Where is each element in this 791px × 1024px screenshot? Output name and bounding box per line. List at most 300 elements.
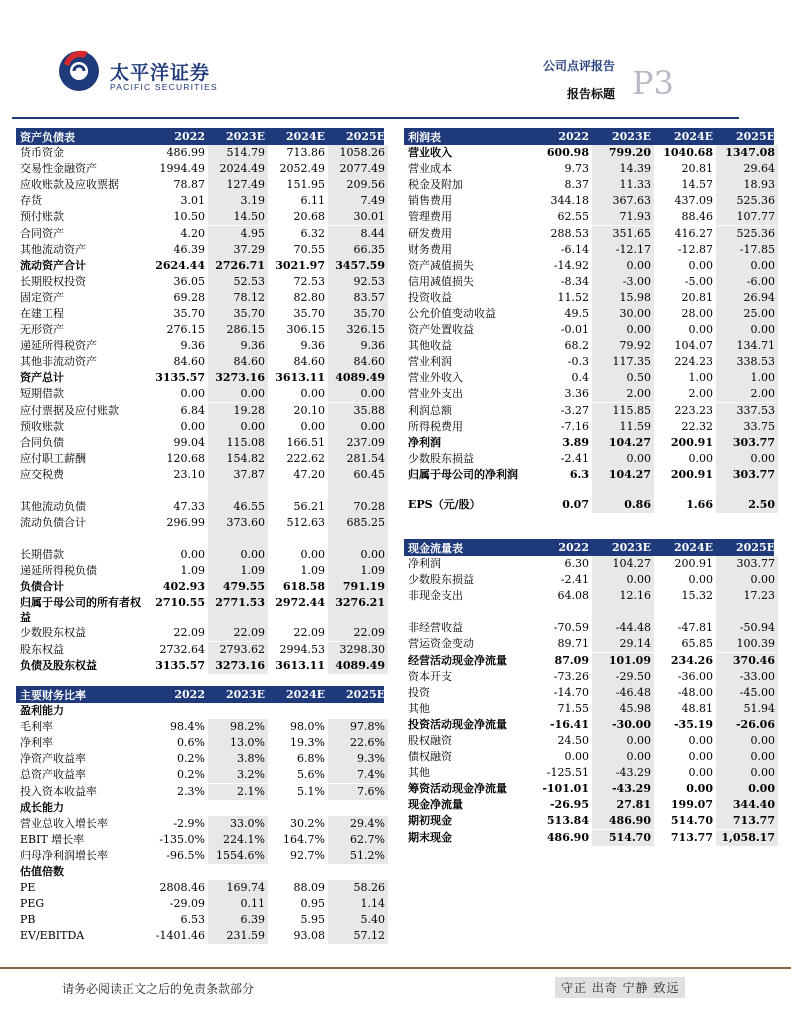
value-cell: 13.0%: [208, 735, 268, 751]
value-cell: 49.5: [564, 306, 589, 320]
table-row: [16, 735, 384, 751]
row-label: 股权融资: [408, 733, 452, 747]
row-label: 递延所得税资产: [20, 339, 97, 353]
value-cell: 0.00: [716, 322, 778, 338]
value-cell: 89.71: [557, 637, 589, 651]
row-label: 投资收益: [408, 290, 452, 304]
row-label: 长期借款: [20, 548, 64, 562]
table-row: [16, 209, 384, 225]
value-cell: 6.11: [300, 194, 325, 208]
value-cell: 370.46: [716, 653, 778, 669]
value-cell: 0.00: [592, 258, 654, 274]
value-cell: 101.09: [592, 653, 654, 669]
value-cell: 8.37: [564, 178, 589, 192]
value-cell: 23.10: [173, 467, 205, 481]
value-cell: -44.48: [592, 620, 654, 636]
table-row: [404, 830, 774, 846]
value-cell: 20.10: [293, 403, 325, 417]
value-cell: 373.60: [208, 515, 268, 531]
value-cell: -0.01: [560, 323, 589, 337]
table-row: [16, 515, 384, 531]
value-cell: 525.36: [716, 193, 778, 209]
balance-sheet-table: [16, 128, 384, 674]
value-cell: 3.8%: [208, 751, 268, 767]
value-cell: 9.36: [208, 338, 268, 354]
footer-divider: [0, 967, 791, 969]
value-cell: 70.55: [293, 242, 325, 256]
table-row: [404, 290, 774, 306]
column-header: 2023E: [612, 541, 651, 554]
row-label: 非经营收益: [408, 621, 463, 635]
value-cell: -6.00: [716, 274, 778, 290]
row-label: 合同负债: [20, 435, 64, 449]
value-cell: -50.94: [716, 620, 778, 636]
row-label: 净资产收益率: [20, 752, 86, 766]
value-cell: 1347.08: [716, 145, 778, 161]
value-cell: 281.54: [328, 451, 388, 467]
value-cell: -0.3: [567, 355, 589, 369]
value-cell: 88.09: [293, 881, 325, 895]
value-cell: 2624.44: [155, 258, 205, 272]
table-row: [404, 354, 774, 370]
table-row: [404, 322, 774, 338]
value-cell: 4.20: [180, 226, 205, 240]
table-row: [16, 161, 384, 177]
value-cell: 37.87: [208, 467, 268, 483]
table-row: [16, 719, 384, 735]
value-cell: 276.15: [166, 323, 205, 337]
value-cell: 1.14: [328, 896, 388, 912]
table-row: [16, 658, 384, 674]
table-row: [16, 595, 384, 625]
value-cell: 713.77: [716, 813, 778, 829]
value-cell: 3135.57: [155, 658, 205, 672]
row-label: 应收账款及应收票据: [20, 178, 119, 192]
value-cell: 234.26: [670, 653, 713, 667]
value-cell: 8.44: [328, 226, 388, 242]
value-cell: 88.46: [681, 210, 713, 224]
value-cell: 100.39: [716, 636, 778, 652]
value-cell: 46.39: [173, 242, 205, 256]
value-cell: 3.36: [564, 387, 589, 401]
row-label: 期初现金: [408, 814, 452, 828]
row-label: 税金及附加: [408, 178, 463, 192]
value-cell: 3.89: [562, 435, 589, 449]
row-label: EV/EBITDA: [20, 929, 85, 943]
table-row: [404, 797, 774, 813]
value-cell: -2.41: [560, 451, 589, 465]
value-cell: 2.3%: [177, 784, 205, 798]
table-row: [16, 499, 384, 515]
value-cell: 514.70: [670, 814, 713, 828]
table-row: [404, 451, 774, 467]
column-header: 2023E: [612, 130, 651, 143]
table-row: [404, 733, 774, 749]
value-cell: 0.00: [688, 323, 713, 337]
value-cell: 1.09: [180, 564, 205, 578]
value-cell: 0.00: [688, 766, 713, 780]
table-row: [16, 767, 384, 783]
value-cell: 151.95: [286, 178, 325, 192]
value-cell: 0.00: [300, 548, 325, 562]
value-cell: 107.77: [716, 209, 778, 225]
value-cell: -36.00: [677, 669, 713, 683]
value-cell: 525.36: [716, 226, 778, 242]
value-cell: 0.00: [180, 387, 205, 401]
report-header: [0, 0, 791, 125]
table-row: [404, 813, 774, 829]
table-row: [16, 579, 384, 595]
value-cell: 20.81: [681, 162, 713, 176]
value-cell: 127.49: [208, 177, 268, 193]
table-row: [16, 403, 384, 419]
value-cell: 22.09: [328, 625, 388, 641]
value-cell: 1.00: [688, 371, 713, 385]
cash-flow-table: [404, 539, 774, 846]
value-cell: 0.00: [180, 419, 205, 433]
table-row: [404, 497, 774, 513]
value-cell: 6.84: [180, 403, 205, 417]
value-cell: 0.00: [180, 548, 205, 562]
value-cell: 799.20: [592, 145, 654, 161]
value-cell: 0.00: [328, 419, 388, 435]
document-type: 公司点评报告: [542, 59, 615, 73]
value-cell: 3.2%: [208, 767, 268, 783]
value-cell: 713.77: [670, 830, 713, 844]
row-label: 归属于母公司的所有者权益: [20, 596, 141, 625]
value-cell: 56.21: [293, 500, 325, 514]
value-cell: 306.15: [286, 323, 325, 337]
value-cell: 1040.68: [663, 146, 713, 160]
value-cell: 1.00: [716, 370, 778, 386]
column-header: 2025E: [736, 130, 775, 143]
table-row: [404, 435, 774, 451]
value-cell: 24.50: [557, 733, 589, 747]
table-row: [16, 912, 384, 928]
value-cell: 200.91: [670, 467, 713, 481]
table-row: [16, 864, 384, 880]
row-label: 少数股东损益: [408, 573, 474, 587]
value-cell: 3276.21: [328, 595, 388, 625]
value-cell: 83.57: [328, 290, 388, 306]
value-cell: 0.00: [688, 573, 713, 587]
value-cell: -125.51: [546, 766, 589, 780]
row-label: 资产减值损失: [408, 258, 474, 272]
row-label: 所得税费用: [408, 419, 463, 433]
table-row: [16, 435, 384, 451]
table-row: [404, 588, 774, 604]
value-cell: 11.59: [592, 419, 654, 435]
column-header: 2024E: [286, 688, 325, 701]
value-cell: -47.81: [677, 621, 713, 635]
value-cell: 3021.97: [275, 258, 325, 272]
value-cell: 514.79: [208, 145, 268, 161]
logo-chinese-name: 太平洋证券: [110, 62, 211, 84]
value-cell: -30.00: [592, 717, 654, 733]
value-cell: -135.0%: [159, 832, 205, 846]
value-cell: 51.2%: [328, 848, 388, 864]
value-cell: -101.01: [542, 782, 589, 796]
row-label: 营业总收入增长率: [20, 816, 108, 830]
value-cell: 15.32: [681, 589, 713, 603]
value-cell: 79.92: [592, 338, 654, 354]
header-divider: [12, 117, 739, 119]
row-label: 成长能力: [20, 800, 64, 814]
value-cell: 71.93: [592, 209, 654, 225]
row-label: 总资产收益率: [20, 768, 86, 782]
value-cell: 3.19: [208, 193, 268, 209]
row-label: 利润总额: [408, 403, 452, 417]
table-row: [404, 242, 774, 258]
value-cell: 791.19: [328, 579, 388, 595]
value-cell: 2726.71: [208, 258, 268, 274]
value-cell: 78.87: [173, 178, 205, 192]
value-cell: 0.00: [716, 749, 778, 765]
value-cell: 115.85: [592, 403, 654, 419]
table-row: [16, 225, 384, 241]
value-cell: 22.6%: [328, 735, 388, 751]
value-cell: 600.98: [546, 146, 589, 160]
table-row: [16, 483, 384, 499]
value-cell: 84.60: [328, 354, 388, 370]
value-cell: 224.1%: [208, 832, 268, 848]
table-row: [16, 177, 384, 193]
value-cell: 344.40: [716, 797, 778, 813]
table-row: [404, 193, 774, 209]
value-cell: 99.04: [173, 435, 205, 449]
value-cell: 223.23: [674, 403, 713, 417]
value-cell: 303.77: [716, 467, 778, 497]
table-row: [404, 604, 774, 620]
value-cell: -12.17: [592, 242, 654, 258]
value-cell: -7.16: [560, 419, 589, 433]
value-cell: 30.01: [328, 209, 388, 225]
value-cell: 437.09: [674, 194, 713, 208]
value-cell: -3.00: [592, 274, 654, 290]
table-title: 主要财务比率: [20, 688, 86, 702]
ratios-header-row: [16, 686, 384, 703]
row-label: 合同资产: [20, 226, 64, 240]
value-cell: 0.00: [688, 258, 713, 272]
value-cell: 29.4%: [328, 816, 388, 832]
table-row: [404, 669, 774, 685]
table-row: [16, 928, 384, 944]
row-label: 公允价值变动收益: [408, 306, 496, 320]
value-cell: 0.2%: [177, 768, 205, 782]
value-cell: 0.00: [328, 386, 388, 402]
value-cell: 402.93: [162, 580, 205, 594]
value-cell: 46.55: [208, 499, 268, 515]
logo-english-name: PACIFIC SECURITIES: [110, 82, 218, 92]
value-cell: 0.00: [300, 419, 325, 433]
table-row: [404, 403, 774, 419]
value-cell: 0.00: [716, 781, 778, 797]
table-row: [404, 636, 774, 652]
value-cell: 22.09: [173, 626, 205, 640]
value-cell: 19.3%: [290, 736, 325, 750]
row-label: 少数股东损益: [408, 451, 474, 465]
value-cell: 9.3%: [328, 751, 388, 767]
value-cell: 9.36: [328, 338, 388, 354]
value-cell: 0.00: [592, 733, 654, 749]
value-cell: 513.84: [546, 814, 589, 828]
value-cell: 0.00: [716, 765, 778, 781]
table-row: [404, 717, 774, 733]
table-row: [16, 274, 384, 290]
row-label: 其他非流动资产: [20, 355, 97, 369]
row-label: 研发费用: [408, 226, 452, 240]
value-cell: 62.7%: [328, 832, 388, 848]
value-cell: 5.6%: [297, 768, 325, 782]
value-cell: 35.70: [328, 306, 388, 322]
value-cell: 0.6%: [177, 736, 205, 750]
table-row: [404, 370, 774, 386]
value-cell: 337.53: [716, 403, 778, 419]
value-cell: 78.12: [208, 290, 268, 306]
value-cell: 6.8%: [297, 752, 325, 766]
value-cell: 3298.30: [328, 642, 388, 658]
value-cell: 6.39: [208, 912, 268, 928]
value-cell: 4.95: [208, 226, 268, 242]
value-cell: 3613.11: [275, 658, 325, 672]
table-row: [16, 467, 384, 483]
value-cell: -26.95: [549, 798, 589, 812]
disclaimer-note: 请务必阅读正文之后的免责条款部分: [62, 982, 255, 996]
value-cell: 47.33: [173, 500, 205, 514]
value-cell: 35.88: [328, 403, 388, 419]
value-cell: 0.07: [562, 497, 589, 511]
value-cell: 0.00: [208, 419, 268, 435]
row-label: 信用减值损失: [408, 274, 474, 288]
value-cell: 35.70: [208, 306, 268, 322]
table-row: [16, 800, 384, 816]
value-cell: 62.55: [557, 210, 589, 224]
row-label: EPS（元/股）: [408, 497, 481, 511]
value-cell: 154.82: [208, 451, 268, 467]
value-cell: 713.86: [286, 146, 325, 160]
value-cell: 4089.49: [328, 658, 388, 674]
row-label: 净利润: [408, 435, 441, 449]
value-cell: 70.28: [328, 499, 388, 515]
row-label: 其他流动资产: [20, 242, 86, 256]
report-title: 报告标题: [566, 87, 615, 101]
row-label: 营运资金变动: [408, 637, 474, 651]
row-label: 交易性金融资产: [20, 162, 97, 176]
value-cell: 60.45: [328, 467, 388, 483]
value-cell: 1.09: [300, 564, 325, 578]
row-label: 资产处置收益: [408, 323, 474, 337]
table-row: [16, 419, 384, 435]
value-cell: 64.08: [557, 589, 589, 603]
table-row: [16, 848, 384, 864]
value-cell: 237.09: [328, 435, 388, 451]
column-header: 2022: [558, 541, 589, 554]
value-cell: -45.00: [716, 685, 778, 701]
table-row: [404, 306, 774, 322]
value-cell: 0.00: [208, 547, 268, 563]
row-label: PEG: [20, 897, 45, 911]
value-cell: 33.75: [716, 419, 778, 435]
value-cell: 231.59: [208, 928, 268, 944]
value-cell: 35.70: [173, 306, 205, 320]
row-label: 营业外收入: [408, 371, 463, 385]
value-cell: -1401.46: [155, 929, 205, 943]
value-cell: -2.41: [560, 573, 589, 587]
value-cell: 3613.11: [275, 371, 325, 385]
value-cell: -16.41: [549, 717, 589, 731]
row-label: 其他: [408, 701, 430, 715]
value-cell: 0.00: [592, 451, 654, 467]
value-cell: 65.85: [681, 637, 713, 651]
table-row: [16, 783, 384, 799]
row-label: 资本开支: [408, 669, 452, 683]
value-cell: 2024.49: [208, 161, 268, 177]
row-label: 长期股权投资: [20, 274, 86, 288]
value-cell: -35.19: [673, 717, 713, 731]
value-cell: 25.00: [716, 306, 778, 322]
value-cell: 30.00: [592, 306, 654, 322]
row-label: PB: [20, 913, 36, 927]
row-label: 无形资产: [20, 323, 64, 337]
value-cell: 9.36: [300, 339, 325, 353]
column-header: 2023E: [226, 130, 265, 143]
value-cell: 0.50: [592, 370, 654, 386]
value-cell: 0.95: [300, 897, 325, 911]
value-cell: 0.00: [592, 572, 654, 588]
value-cell: -43.29: [592, 781, 654, 797]
row-label: 盈利能力: [20, 704, 64, 718]
value-cell: 2052.49: [279, 162, 325, 176]
table-row: [404, 749, 774, 765]
row-label: 投资: [408, 685, 430, 699]
value-cell: 47.20: [293, 467, 325, 481]
value-cell: 200.91: [674, 557, 713, 571]
row-label: 营业外支出: [408, 387, 463, 401]
value-cell: -14.70: [553, 685, 589, 699]
value-cell: 51.94: [716, 701, 778, 717]
row-label: 存货: [20, 194, 42, 208]
value-cell: 84.60: [293, 355, 325, 369]
value-cell: 2.00: [688, 387, 713, 401]
value-cell: 71.55: [557, 701, 589, 715]
value-cell: 416.27: [674, 226, 713, 240]
value-cell: 9.73: [564, 162, 589, 176]
value-cell: 22.32: [681, 419, 713, 433]
column-header: 2022: [558, 130, 589, 143]
income-header-row: [404, 128, 774, 145]
value-cell: 7.4%: [328, 767, 388, 783]
value-cell: 169.74: [208, 880, 268, 896]
row-label: 现金净流量: [408, 798, 463, 812]
value-cell: 486.90: [592, 813, 654, 829]
value-cell: 104.27: [592, 467, 654, 497]
value-cell: 58.26: [328, 880, 388, 896]
value-cell: 0.00: [208, 386, 268, 402]
value-cell: 6.53: [180, 913, 205, 927]
column-header: 2024E: [286, 130, 325, 143]
value-cell: 0.2%: [177, 752, 205, 766]
row-label: 非现金支出: [408, 589, 463, 603]
value-cell: 11.52: [557, 290, 589, 304]
value-cell: 18.93: [716, 177, 778, 193]
table-row: [404, 556, 774, 572]
row-label: 债权融资: [408, 750, 452, 764]
value-cell: 0.4: [571, 371, 589, 385]
value-cell: 36.05: [173, 274, 205, 288]
value-cell: -12.87: [677, 242, 713, 256]
table-title: 现金流量表: [408, 541, 463, 555]
value-cell: 48.81: [681, 701, 713, 715]
